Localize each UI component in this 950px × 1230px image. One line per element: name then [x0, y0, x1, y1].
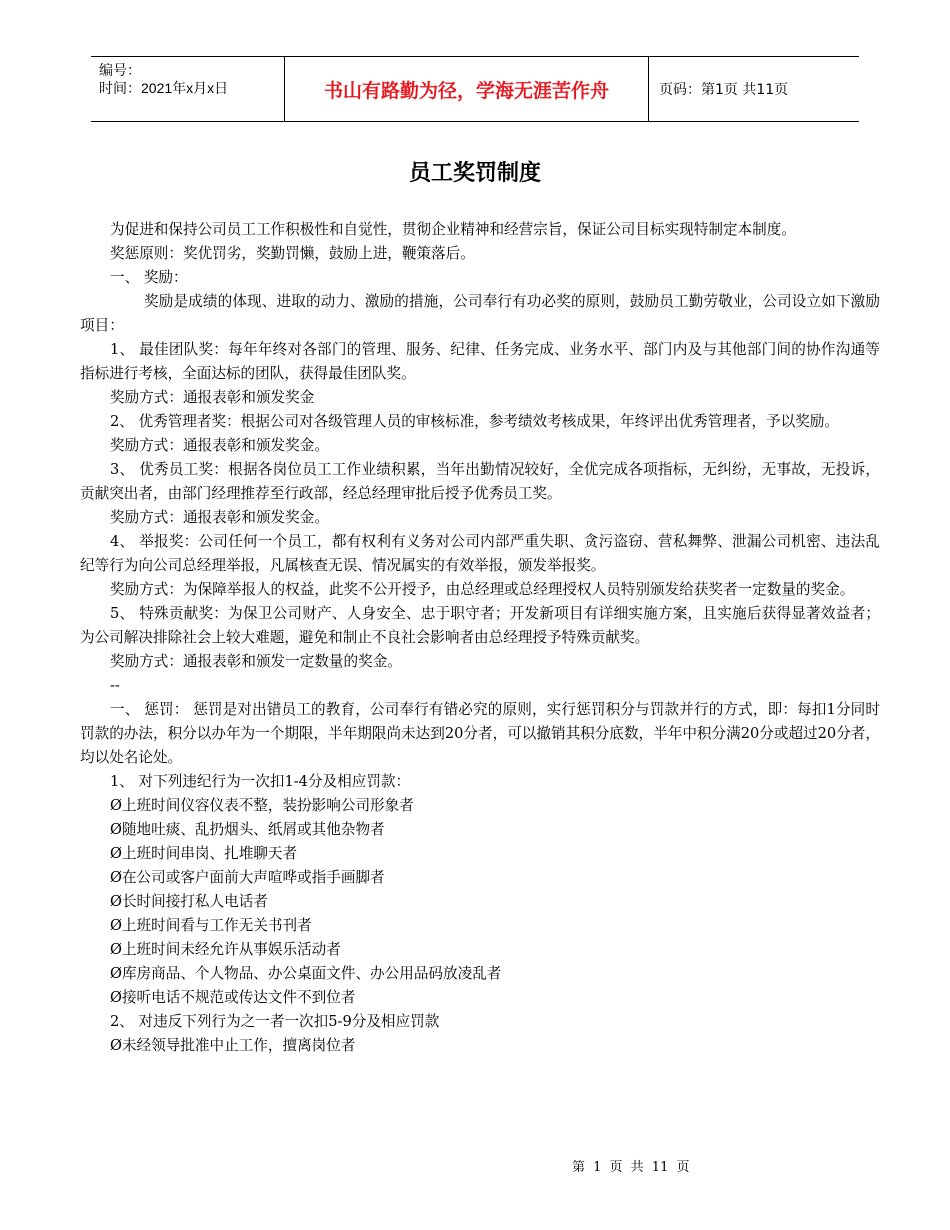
number-label: 编号： — [99, 62, 141, 78]
section-heading-penalty: 一、 惩罚： 惩罚是对出错员工的教育，公司奉行有错必究的原则，实行惩罚积分与罚款并行的方式，即：每扣1分同时罚款的办法，积分以办年为一个期限，半年期限尚未达到20分者，可以撤销其积分底数，半年中积分满20分或超过20分者，均以处名论处。 — [80, 701, 880, 766]
section-heading-reward: 一、 奖励： — [110, 269, 188, 286]
bullet-item: Ø长时间接打私人电话者 — [110, 893, 268, 910]
paragraph-reward-method: 奖励方式：为保障举报人的权益，此奖不公开授予，由总经理或总经理授权人员特别颁发给获奖者一定数量的奖金。 — [110, 581, 855, 598]
bullet-item: Ø上班时间仪容仪表不整，装扮影响公司形象者 — [110, 797, 414, 814]
paragraph-item: 2、 优秀管理者奖：根据公司对各级管理人员的审核标准，参考绩效考核成果，年终评出优秀管理者，予以奖励。 — [110, 413, 840, 430]
paragraph-reward-method: 奖励方式：通报表彰和颁发奖金。 — [110, 509, 329, 526]
bullet-item: Ø上班时间未经允许从事娱乐活动者 — [110, 941, 341, 958]
paragraph-reward-method: 奖励方式：通报表彰和颁发奖金。 — [110, 437, 329, 454]
document-header — [91, 56, 859, 122]
separator-text: -- — [110, 677, 120, 694]
time-label: 时间：2021年x月x日 — [99, 80, 229, 96]
bullet-item: Ø随地吐痰、乱扔烟头、纸屑或其他杂物者 — [110, 821, 385, 838]
paragraph-item: 3、 优秀员工奖：根据各岗位员工工作业绩积累，当年出勤情况较好，全优完成各项指标，无纠纷，无事故，无投诉，贡献突出者，由部门经理推荐至行政部，经总经理审批后授予优秀员工奖。 — [80, 461, 880, 502]
paragraph-item: 1、 对下列违纪行为一次扣1-4分及相应罚款： — [110, 773, 411, 790]
document-body — [80, 218, 880, 1058]
paragraph-intro: 为促进和保持公司员工工作积极性和自觉性，贯彻企业精神和经营宗旨，保证公司目标实现特制定本制度。 — [110, 221, 796, 238]
bullet-item: Ø库房商品、个人物品、办公桌面文件、办公用品码放凌乱者 — [110, 965, 502, 982]
page-footer: 第 1 页 共 11 页 — [572, 1160, 690, 1175]
header-page-cell — [649, 57, 859, 121]
header-motto-cell — [285, 57, 649, 121]
paragraph-item: 1、 最佳团队奖：每年年终对各部门的管理、服务、纪律、任务完成、业务水平、部门内及与其他部门间的协作沟通等指标进行考核，全面达标的团队，获得最佳团队奖。 — [80, 341, 880, 382]
bullet-item: Ø上班时间看与工作无关书刊者 — [110, 917, 312, 934]
motto-text: 书山有路勤为径，学海无涯苦作舟 — [323, 79, 609, 102]
paragraph-reward-method: 奖励方式：通报表彰和颁发奖金 — [110, 389, 315, 406]
page-info: 页码：第1页 共11页 — [659, 82, 789, 98]
paragraph-item: 5、 特殊贡献奖：为保卫公司财产、人身安全、忠于职守者；开发新项目有详细实施方案，且实施后获得显著效益者；为公司解决排除社会上较大难题，避免和制止不良社会影响者由总经理授予特殊贡献奖。 — [80, 605, 880, 646]
paragraph-item: 4、 举报奖：公司任何一个员工，都有权利有义务对公司内部严重失职、贪污盗窃、营私舞弊、泄漏公司机密、违法乱纪等行为向公司总经理举报，凡属核查无误、情况属实的有效举报，颁发举报奖。 — [80, 533, 880, 574]
paragraph-reward-intro: 奖励是成绩的体现、进取的动力、激励的措施，公司奉行有功必奖的原则，鼓励员工勤劳敬业，公司设立如下激励项目： — [80, 293, 880, 334]
bullet-item: Ø在公司或客户面前大声喧哗或指手画脚者 — [110, 869, 385, 886]
header-meta-cell — [91, 57, 285, 121]
bullet-item: Ø接听电话不规范或传达文件不到位者 — [110, 989, 356, 1006]
paragraph-principle: 奖惩原则：奖优罚劣，奖勤罚懒，鼓励上进，鞭策落后。 — [110, 245, 475, 262]
paragraph-item: 2、 对违反下列行为之一者一次扣5-9分及相应罚款 — [110, 1013, 440, 1030]
paragraph-reward-method: 奖励方式：通报表彰和颁发一定数量的奖金。 — [110, 653, 402, 670]
bullet-item: Ø未经领导批准中止工作，擅离岗位者 — [110, 1037, 356, 1054]
bullet-item: Ø上班时间串岗、扎堆聊天者 — [110, 845, 298, 862]
document-title: 员工奖罚制度 — [408, 161, 541, 186]
